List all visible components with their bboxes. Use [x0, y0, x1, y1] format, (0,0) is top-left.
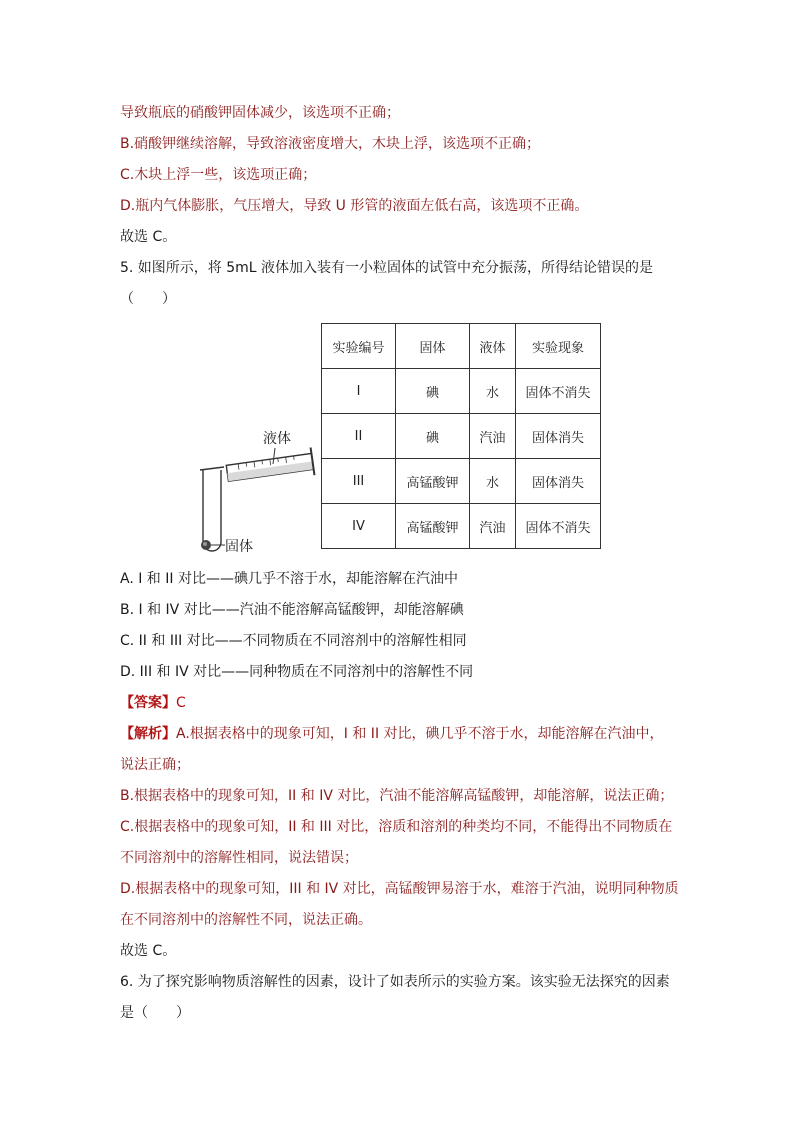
- table-cell: 固体不消失: [516, 504, 601, 549]
- table-cell: 固体消失: [516, 459, 601, 504]
- table-row: [322, 414, 601, 459]
- analysis-line: [120, 724, 664, 744]
- question-6-stem-cont: 是（ ）: [120, 1005, 190, 1021]
- liquid-label: 液体: [263, 431, 291, 447]
- table-row: [322, 504, 601, 549]
- analysis-text: 在不同溶剂中的溶解性不同，说法正确。: [120, 912, 372, 928]
- analysis-text: 不同溶剂中的溶解性相同，说法错误；: [120, 850, 358, 866]
- table-cell: II: [322, 414, 396, 459]
- option-b: B. I 和 IV 对比——汽油不能溶解高锰酸钾，却能溶解碘: [120, 602, 464, 618]
- question-5-stem-blank: （ ）: [120, 291, 176, 307]
- question-6-stem: 6. 为了探究影响物质溶解性的因素，设计了如表所示的实验方案。该实验无法探究的因素: [120, 974, 670, 990]
- answer-line: [120, 693, 186, 713]
- table-cell: 碘: [396, 414, 470, 459]
- analysis-text: A.根据表格中的现象可知，I 和 II 对比，碘几乎不溶于水，却能溶解在汽油中，: [176, 726, 664, 742]
- text-line: C.木块上浮一些，该选项正确；: [120, 167, 317, 183]
- table-cell: 高锰酸钾: [396, 504, 470, 549]
- table-cell: I: [322, 369, 396, 414]
- table-header: 实验现象: [516, 324, 601, 369]
- table-cell: III: [322, 459, 396, 504]
- table-cell: 碘: [396, 369, 470, 414]
- table-cell: 水: [470, 459, 516, 504]
- table-row: [322, 459, 601, 504]
- analysis-text: C.根据表格中的现象可知，II 和 III 对比，溶质和溶剂的种类均不同，不能得出不同物质在: [120, 819, 673, 835]
- table-header: 固体: [396, 324, 470, 369]
- solid-label: 固体: [225, 539, 253, 555]
- analysis-text: B.根据表格中的现象可知，II 和 IV 对比，汽油不能溶解高锰酸钾，却能溶解，说法正确；: [120, 788, 674, 804]
- table-row: [322, 369, 601, 414]
- analysis-conclusion: 故选 C。: [120, 943, 177, 959]
- option-c: C. II 和 III 对比——不同物质在不同溶剂中的溶解性相同: [120, 633, 467, 649]
- table-header-row: [322, 324, 601, 369]
- table-cell: 汽油: [470, 414, 516, 459]
- table-cell: 固体消失: [516, 414, 601, 459]
- test-tube-figure: [195, 420, 325, 560]
- text-line: D.瓶内气体膨胀，气压增大，导致 U 形管的液面左低右高，该选项不正确。: [120, 198, 589, 214]
- question-5-stem: 5. 如图所示，将 5mL 液体加入装有一小粒固体的试管中充分振荡，所得结论错误的是: [120, 260, 654, 276]
- table-header: 液体: [470, 324, 516, 369]
- test-tube-diagram: [195, 420, 325, 560]
- table-cell: 固体不消失: [516, 369, 601, 414]
- table-cell: 高锰酸钾: [396, 459, 470, 504]
- table-cell: 汽油: [470, 504, 516, 549]
- analysis-tag: 【解析】: [120, 726, 176, 742]
- table-header: 实验编号: [322, 324, 396, 369]
- option-a: A. I 和 II 对比——碘几乎不溶于水，却能溶解在汽油中: [120, 571, 458, 587]
- text-line: 故选 C。: [120, 229, 177, 245]
- answer-value: C: [176, 695, 186, 711]
- text-line: B.硝酸钾继续溶解，导致溶液密度增大，木块上浮，该选项不正确；: [120, 136, 541, 152]
- answer-tag: 【答案】: [120, 695, 176, 711]
- analysis-text: D.根据表格中的现象可知，III 和 IV 对比，高锰酸钾易溶于水，难溶于汽油，说明同种物质: [120, 881, 679, 897]
- text-line: 导致瓶底的硝酸钾固体减少，该选项不正确；: [120, 105, 400, 121]
- table-cell: 水: [470, 369, 516, 414]
- analysis-text: 说法正确；: [120, 757, 190, 773]
- experiment-table: [321, 323, 601, 549]
- table-cell: IV: [322, 504, 396, 549]
- option-d: D. III 和 IV 对比——同种物质在不同溶剂中的溶解性不同: [120, 664, 474, 680]
